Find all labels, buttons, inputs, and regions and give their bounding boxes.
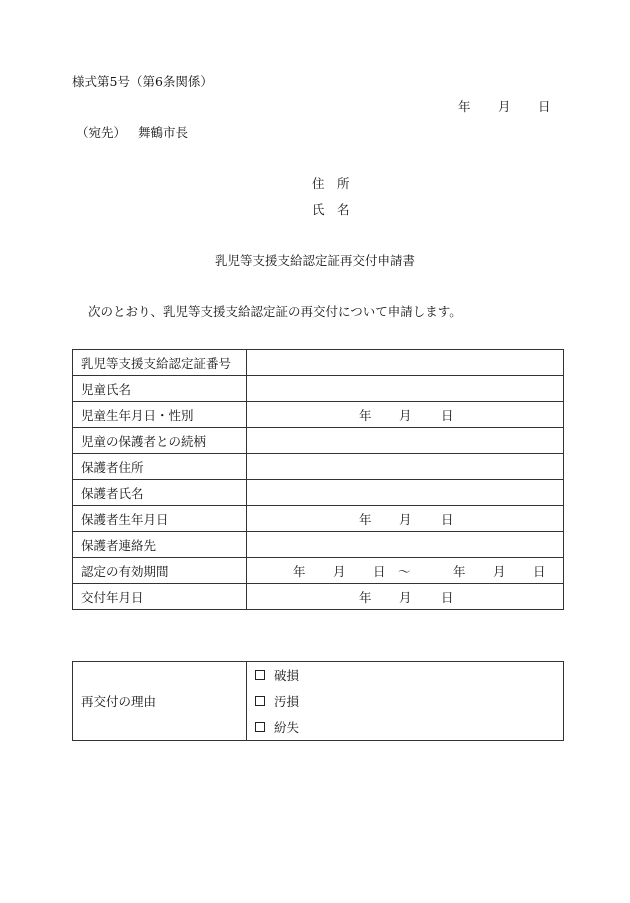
end-month-unit: 月 — [493, 563, 506, 579]
table-row — [73, 558, 564, 584]
row-label: 交付年月日 — [73, 584, 247, 610]
table-row — [73, 350, 564, 376]
row-label: 児童の保護者との続柄 — [73, 428, 247, 454]
period-separator: ～ — [398, 563, 411, 579]
row-label: 保護者連絡先 — [73, 532, 247, 558]
addressee-prefix: （宛先） — [76, 125, 127, 140]
date-day-label: 日 — [538, 99, 551, 114]
child-birthdate-gender-field[interactable] — [247, 402, 564, 428]
guardian-birthdate-field[interactable] — [247, 506, 564, 532]
month-unit: 月 — [399, 407, 412, 423]
day-unit: 日 — [441, 511, 454, 527]
application-table — [72, 349, 564, 610]
addressee — [76, 127, 188, 140]
guardian-address-field[interactable] — [247, 454, 564, 480]
table-row — [73, 584, 564, 610]
row-label: 保護者生年月日 — [73, 506, 247, 532]
day-unit: 日 — [441, 407, 454, 423]
row-label: 児童氏名 — [73, 376, 247, 402]
table-row — [73, 480, 564, 506]
row-label: 保護者氏名 — [73, 480, 247, 506]
table-row — [73, 428, 564, 454]
year-unit: 年 — [359, 589, 372, 605]
date-year-label: 年 — [458, 99, 471, 114]
form-number: 様式第5号（第6条関係） — [72, 74, 213, 89]
table-row — [73, 506, 564, 532]
end-year-unit: 年 — [453, 563, 466, 579]
child-name-field[interactable] — [247, 376, 564, 402]
table-row — [73, 532, 564, 558]
reason-option-damaged[interactable] — [255, 662, 563, 688]
reason-option-soiled[interactable] — [255, 688, 563, 714]
table-row — [73, 402, 564, 428]
month-unit: 月 — [399, 511, 412, 527]
reason-label: 再交付の理由 — [73, 662, 247, 741]
row-label: 児童生年月日・性別 — [73, 402, 247, 428]
applicant-name-label: 氏 名 — [312, 202, 350, 217]
application-date[interactable] — [458, 101, 551, 114]
start-day-unit: 日 — [373, 563, 386, 579]
row-label: 保護者住所 — [73, 454, 247, 480]
reason-option-label: 汚損 — [274, 694, 300, 709]
certificate-number-field[interactable] — [247, 350, 564, 376]
validity-period-field[interactable] — [247, 558, 564, 584]
table-row — [73, 376, 564, 402]
checkbox-icon[interactable] — [255, 670, 265, 680]
guardian-name-field[interactable] — [247, 480, 564, 506]
row-label: 認定の有効期間 — [73, 558, 247, 584]
reason-table — [72, 661, 564, 741]
year-unit: 年 — [359, 407, 372, 423]
checkbox-icon[interactable] — [255, 696, 265, 706]
date-month-label: 月 — [498, 99, 511, 114]
reason-options — [247, 662, 564, 741]
table-row — [73, 662, 564, 741]
reason-option-label: 紛失 — [274, 720, 300, 735]
month-unit: 月 — [399, 589, 412, 605]
checkbox-icon[interactable] — [255, 722, 265, 732]
document-title: 乳児等支援支給認定証再交付申請書 — [214, 253, 415, 268]
table-row — [73, 454, 564, 480]
row-label: 乳児等支援支給認定証番号 — [73, 350, 247, 376]
applicant-address-label: 住 所 — [312, 176, 350, 191]
guardian-contact-field[interactable] — [247, 532, 564, 558]
addressee-name: 舞鶴市長 — [138, 125, 189, 140]
intro-text: 次のとおり、乳児等支援支給認定証の再交付について申請します。 — [88, 304, 462, 319]
year-unit: 年 — [359, 511, 372, 527]
end-day-unit: 日 — [533, 563, 546, 579]
reason-option-label: 破損 — [274, 668, 300, 683]
start-year-unit: 年 — [293, 563, 306, 579]
day-unit: 日 — [441, 589, 454, 605]
start-month-unit: 月 — [333, 563, 346, 579]
reason-option-lost[interactable] — [255, 714, 563, 740]
relationship-field[interactable] — [247, 428, 564, 454]
issue-date-field[interactable] — [247, 584, 564, 610]
